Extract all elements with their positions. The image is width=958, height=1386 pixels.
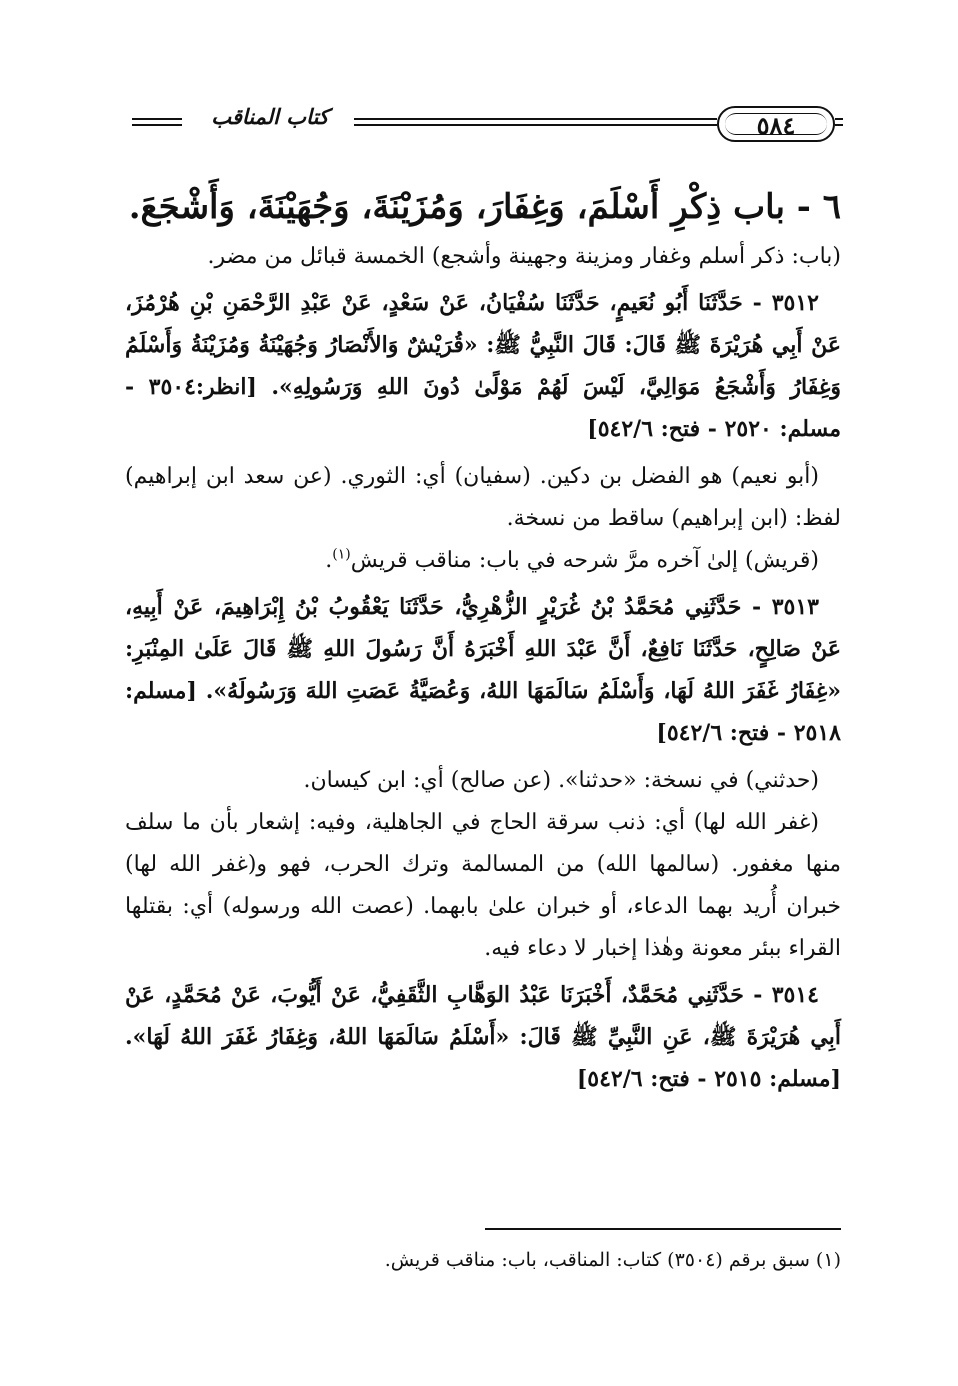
commentary-paragraph: (باب: ذكر أسلم وغفار ومزينة وجهينة وأشجع) الخمسة قبائل من مضر.	[207, 244, 841, 269]
running-title: كتاب المناقب	[211, 104, 329, 129]
footnote-divider	[485, 1228, 841, 1230]
page-number: ٥٨٤	[756, 111, 796, 140]
page-content	[125, 182, 841, 1106]
chapter-title: ٦ - باب ذِكْرِ أَسْلَمَ، وَغِفَارَ، وَمُزَيْنَةَ، وَجُهَيْنَةَ، وَأَشْجَعَ.	[128, 187, 841, 227]
footnote: (١) سبق برقم (٣٥٠٤) كتاب: المناقب، باب: مناقب قريش.	[384, 1249, 841, 1271]
hadith-paragraph: ٣٥١٢ - حَدَّثَنَا أَبُو نُعَيمٍ، حَدَّثَنَا سُفْيَانُ، عَنْ سَعْدٍ، عَنْ عَبْدِ الرَّحْمَنِ بْنِ هُرْمُزَ، عَنْ أَبِي هُرَيْرَةَ ﷺ قَالَ: قَالَ النَّبِيُّ ﷺ: «قُرَيْشٌ وَالأَنْصَارُ وَجُهَيْنَةُ وَمُزَيْنَةُ وَأَسْلَمُ وَغِفَارُ وَأَشْجَعُ مَوَالِيَّ، لَيْسَ لَهُمْ مَوْلًىٰ دُونَ اللهِ وَرَسُولِهِ». [انظر:٣٥٠٤ - مسلم: ٢٥٢٠ - فتح: ٥٤٢/٦]	[125, 290, 841, 442]
commentary-paragraph: (أبو نعيم) هو الفضل بن دكين. (سفيان) أي: الثوري. (عن سعد ابن إبراهيم) لفظ: (ابن إبراهيم) ساقط من نسخة.	[125, 464, 841, 531]
header-rule-right	[835, 118, 843, 126]
commentary-suffix: .	[325, 548, 333, 573]
page-number-badge	[717, 106, 835, 142]
hadith-paragraph: ٣٥١٣ - حَدَّثَنِي مُحَمَّدُ بْنُ غُرَيْرٍ الزُّهْرِيُّ، حَدَّثَنَا يَعْقُوبُ بْنُ إِبْرَاهِيمَ، عَنْ أَبِيهِ، عَنْ صَالِحٍ، حَدَّثَنَا نَافِعٌ، أَنَّ عَبْدَ اللهِ أَخْبَرَهُ أَنَّ رَسُولَ اللهِ ﷺ قَالَ عَلَىٰ المِنْبَرِ: «غِفَارُ غَفَرَ اللهُ لَهَا، وَأَسْلَمُ سَالَمَهَا اللهُ، وَعُصَيَّةُ عَصَتِ اللهَ وَرَسُولَهُ». [مسلم: ٢٥١٨ - فتح: ٥٤٢/٦]	[125, 594, 841, 746]
commentary-paragraph: (غفر الله لها) أي: ذنب سرقة الحاج في الجاهلية، وفيه: إشعار بأن ما سلف منها مغفور. (سالمها الله) من المسالمة وترك الحرب، فهو و(غفر الله لها) خبران أُريد بهما الدعاء، أو خبران علىٰ بابهما. (عصت الله ورسوله) أي: بقتلها القراء ببئر معونة وهٰذا إخبار لا دعاء فيه.	[125, 810, 841, 961]
header-rule-left	[132, 118, 182, 126]
hadith-paragraph: ٣٥١٤ - حَدَّثَنِي مُحَمَّدٌ، أَخْبَرَنَا عَبْدُ الوَهَّابِ الثَّقَفِيُّ، عَنْ أَيُّوبَ، عَنْ مُحَمَّدٍ، عَنْ أَبِي هُرَيْرَةَ ﷺ، عَنِ النَّبِيِّ ﷺ قَالَ: «أَسْلَمُ سَالَمَهَا اللهُ، وَغِفَارُ غَفَرَ اللهُ لَهَا». [مسلم: ٢٥١٥ - فتح: ٥٤٢/٦]	[125, 982, 841, 1092]
header-rule-middle	[354, 118, 717, 126]
page-header	[122, 98, 842, 148]
commentary-paragraph: (حدثني) في نسخة: «حدثنا». (عن صالح) أي: ابن كيسان.	[303, 768, 819, 793]
footnote-reference[interactable]: (١)	[332, 546, 351, 563]
commentary-paragraph	[125, 540, 841, 582]
commentary-text: (قريش) إلىٰ آخره مرَّ شرحه في باب: مناقب قريش	[350, 548, 819, 573]
